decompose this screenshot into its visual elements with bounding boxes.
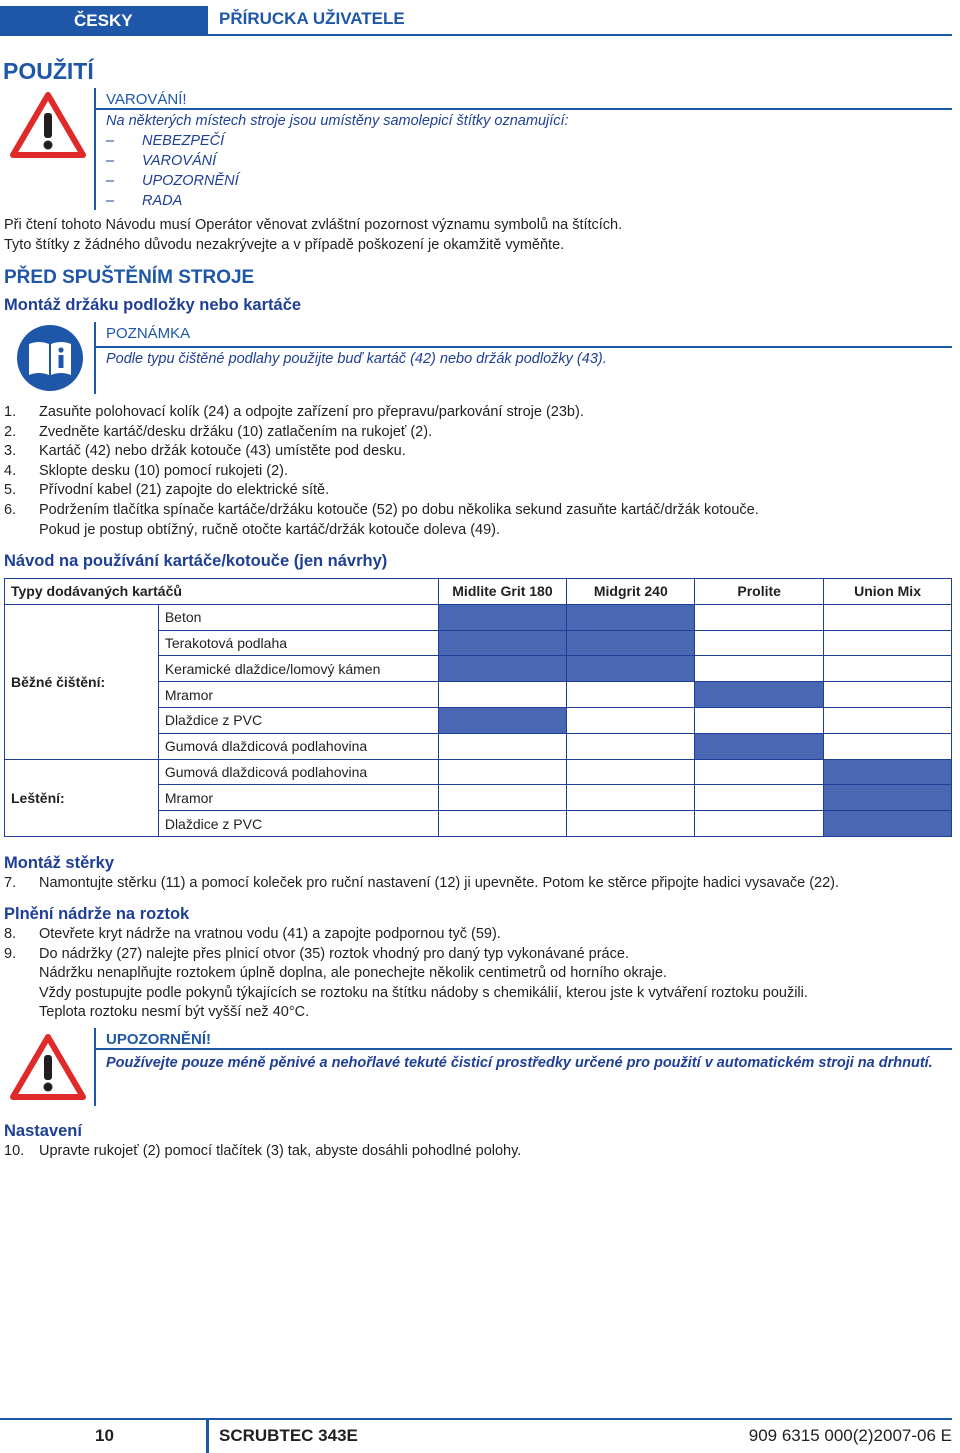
floor-type-cell: Keramické dlaždice/lomový kámen [158,656,438,682]
intro-paragraph: Při čtení tohoto Návodu musí Operátor věnovat zvláštní pozornost významu symbolů na štítcích. Tyto štítky z žádného důvodu nezakrývejte a v případě poškození je okamžitě vyměňte. [4,217,623,253]
manual-book-icon [16,324,84,392]
list-item: 2. Zvedněte kartáč/desku držáku (10) zatlačením na rukojeť (2). [4,423,433,440]
empty-cell [567,785,695,811]
empty-cell [438,733,567,759]
table-header-row [5,579,952,605]
list-item: 4. Sklopte desku (10) pomocí rukojeti (2). [4,462,289,479]
list-item: 8. Otevřete kryt nádrže na vratnou vodu (41) a zapojte podpornou tyč (59). [4,926,501,942]
list-item: 7. Namontujte stěrku (11) a pomocí koleček pro ruční nastavení (12) ji upevněte. Potom ke stěrce připojte hadici vysavače (22). [4,875,840,891]
floor-type-cell: Mramor [158,785,438,811]
empty-cell [438,759,567,785]
warning-triangle-icon [10,1034,86,1100]
table-row [5,759,952,785]
empty-cell [438,785,567,811]
empty-cell [695,656,824,682]
empty-cell [438,682,567,708]
floor-type-cell: Gumová dlaždicová podlahovina [158,759,438,785]
column-header: Prolite [695,579,824,605]
caution-bar [94,1028,96,1106]
floor-type-cell: Dlaždice z PVC [158,811,438,837]
note-bar [94,322,96,394]
note-rule [94,346,952,348]
recommended-cell [824,759,952,785]
empty-cell [567,759,695,785]
list-item: 3. Kartáč (42) nebo držák kotouče (43) umístěte pod desku. [4,443,406,460]
warning-label: VAROVÁNÍ! [106,91,187,108]
squeegee-title: Montáž stěrky [4,854,115,872]
empty-cell [567,733,695,759]
manual-title: PŘÍRUCKA UŽIVATELE [219,9,405,28]
recommended-cell [824,785,952,811]
floor-type-cell: Terakotová podlaha [158,630,438,656]
model-name: SCRUBTEC 343E [219,1426,358,1445]
recommended-cell [438,630,567,656]
footer-separator [206,1420,209,1453]
tank-title: Plnění nádrže na roztok [4,905,190,923]
column-header: Midlite Grit 180 [438,579,567,605]
empty-cell [695,604,824,630]
recommended-cell [438,656,567,682]
settings-title: Nastavení [4,1122,82,1140]
empty-cell [567,811,695,837]
before-start-title: PŘED SPUŠTĚNÍM STROJE [4,267,255,288]
list-item: 1. Zasuňte polohovací kolík (24) a odpojte zařízení pro přepravu/parkování stroje (23b). [4,404,584,420]
list-item: – UPOZORNĚNÍ [106,173,239,189]
caution-label: UPOZORNĚNÍ! [106,1031,211,1048]
list-item: 6. Podržením tlačítka spínače kartáče/držáku kotouče (52) po dobu několika sekund zasuňte kartáč/držák kotouče. Pokud je postup obtížný, ručně otočte kartáč/držák kotouče doleva (49). [4,501,759,538]
recommended-cell [695,733,824,759]
list-item: – RADA [106,193,183,209]
caution-text: Používejte pouze méně pěnivé a nehořlavé tekuté čisticí prostředky určené pro použití v automatickém stroji na drhnutí. [106,1055,933,1071]
brush-guide-title: Návod na používání kartáče/kotouče (jen návrhy) [4,552,388,570]
list-item: 5. Přívodní kabel (21) zapojte do elektrické sítě. [4,482,330,499]
note-text: Podle typu čištěné podlahy použijte buď kartáč (42) nebo držák podložky (43). [106,351,607,367]
note-label: POZNÁMKA [106,325,191,342]
list-item: 10. Upravte rukojeť (2) pomocí tlačítek (3) tak, abyste dosáhli pohodlné polohy. [4,1143,522,1159]
warning-rule [94,108,952,110]
column-header: Midgrit 240 [567,579,695,605]
squeegee-steps [4,874,839,894]
empty-cell [695,707,824,733]
empty-cell [695,785,824,811]
settings-steps [4,1142,521,1162]
mounting-subtitle: Montáž držáku podložky nebo kartáče [4,296,302,314]
empty-cell [824,707,952,733]
mounting-steps [4,403,759,540]
warning-intro: Na některých místech stroje jsou umístěny samolepicí štítky oznamující: [106,113,569,129]
brush-types-header: Typy dodávaných kartáčů [5,579,439,605]
page-number: 10 [95,1426,114,1445]
cleaning-type-label: Běžné čištění: [5,604,159,759]
empty-cell [438,811,567,837]
section-title: POUŽITÍ [3,58,94,84]
floor-type-cell: Beton [158,604,438,630]
warning-list [106,131,239,211]
recommended-cell [567,604,695,630]
empty-cell [695,630,824,656]
empty-cell [695,759,824,785]
document-code: 909 6315 000(2)2007-06 E [748,1426,952,1445]
table-row [5,604,952,630]
empty-cell [824,682,952,708]
recommended-cell [567,656,695,682]
empty-cell [567,707,695,733]
warning-bar [94,88,96,210]
empty-cell [824,630,952,656]
brush-table [4,578,952,837]
recommended-cell [824,811,952,837]
empty-cell [695,811,824,837]
empty-cell [567,682,695,708]
tank-steps [4,925,808,1023]
floor-type-cell: Dlaždice z PVC [158,707,438,733]
recommended-cell [438,707,567,733]
header-rule [208,34,952,36]
recommended-cell [567,630,695,656]
footer-rule [0,1418,952,1420]
caution-rule [94,1048,952,1050]
list-item: – VAROVÁNÍ [106,153,217,169]
empty-cell [824,604,952,630]
list-item: 9. Do nádržky (27) nalejte přes plnicí otvor (35) roztok vhodný pro daný typ vykonávané práce. Nádržku nenaplňujte roztokem úplně doplna, ale ponechejte několik centimetrů od horního okraje. Vždy postupujte podle pokynů týkajících se roztoku na štítku nádoby s chemikálií, kterou jste k vytváření roztoku použili. Teplota roztoku nesmí být vyšší než 40°C. [4,945,808,1021]
language-tab: ČESKY [0,6,208,36]
floor-type-cell: Mramor [158,682,438,708]
cleaning-type-label: Leštění: [5,759,159,836]
list-item: – NEBEZPEČÍ [106,133,225,149]
empty-cell [824,733,952,759]
empty-cell [824,656,952,682]
column-header: Union Mix [824,579,952,605]
recommended-cell [438,604,567,630]
recommended-cell [695,682,824,708]
warning-triangle-icon [10,92,86,158]
floor-type-cell: Gumová dlaždicová podlahovina [158,733,438,759]
